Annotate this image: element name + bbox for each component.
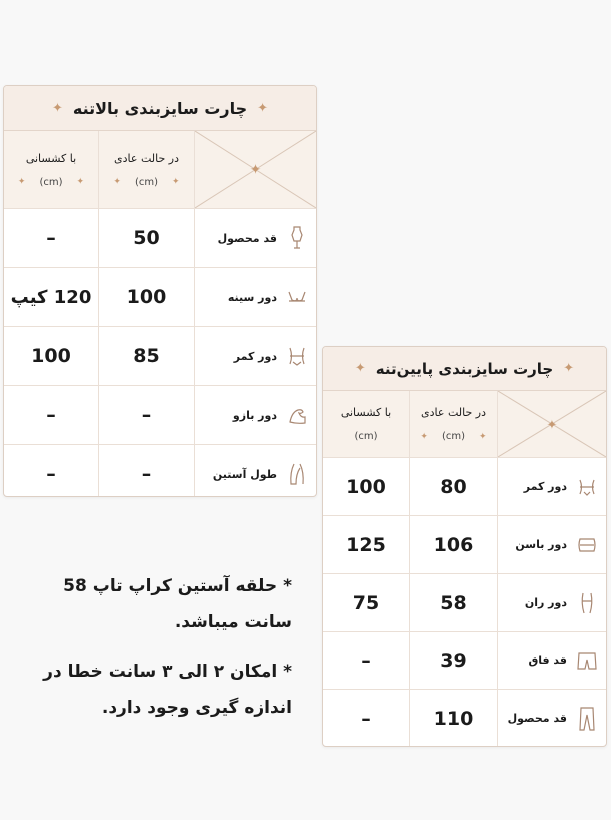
sleeve-icon xyxy=(286,461,308,487)
lower-chart-title: چارت سایزبندی پایین‌تنه xyxy=(375,359,554,378)
table-header-row xyxy=(323,391,606,458)
unit-label: (cm) xyxy=(39,176,63,188)
shorts-icon xyxy=(576,648,598,674)
normal-value: 39 xyxy=(410,632,498,689)
row-label: قد محصول xyxy=(217,231,277,245)
waist-icon xyxy=(576,474,598,500)
table-row xyxy=(323,458,606,516)
sparkle-icon: ✦ xyxy=(563,361,575,376)
header-normal xyxy=(410,391,498,457)
row-label: دور کمر xyxy=(523,480,567,493)
row-label: دور سینه xyxy=(227,290,277,304)
table-row xyxy=(323,516,606,574)
row-label: طول آستین xyxy=(212,467,277,481)
sparkle-icon: ✦ xyxy=(257,100,269,116)
normal-value: 58 xyxy=(410,574,498,631)
table-row xyxy=(323,574,606,632)
dress-form-icon xyxy=(286,225,308,251)
sparkle-icon: ✦ xyxy=(172,177,180,187)
row-label-cell xyxy=(498,574,606,631)
stretch-value: 125 xyxy=(323,516,410,573)
normal-value: – xyxy=(99,386,195,444)
header-normal-label: در حالت عادی xyxy=(421,406,486,419)
thigh-icon xyxy=(576,590,598,616)
header-stretch-label: با کشسانی xyxy=(340,406,392,419)
header-stretch xyxy=(4,131,99,208)
row-label-cell xyxy=(498,458,606,515)
row-label-cell xyxy=(498,632,606,689)
table-row xyxy=(4,209,316,268)
sparkle-icon: ✦ xyxy=(113,177,121,187)
diagonal-corner-cell xyxy=(498,391,606,457)
header-normal-label: در حالت عادی xyxy=(114,151,179,165)
row-label-cell xyxy=(195,268,316,326)
lower-size-table xyxy=(323,391,606,747)
diagonal-lines-icon xyxy=(195,131,316,208)
unit-label: (cm) xyxy=(134,176,159,188)
diagonal-lines-icon xyxy=(498,391,606,457)
header-normal xyxy=(99,131,195,208)
normal-value: – xyxy=(99,445,195,497)
table-header-row xyxy=(4,131,316,209)
table-row xyxy=(4,327,316,386)
note-tolerance: * امکان ۲ الی ۳ سانت خطا در اندازه گیری وجود دارد. xyxy=(43,662,292,718)
stretch-value: – xyxy=(323,632,410,689)
stretch-value: 75 xyxy=(323,574,410,631)
sparkle-icon: ✦ xyxy=(51,100,63,116)
upper-size-table xyxy=(4,131,316,497)
row-label: دور بازو xyxy=(232,408,277,422)
row-label-cell xyxy=(195,386,316,444)
sparkle-icon: ✦ xyxy=(354,361,366,376)
pants-icon xyxy=(576,706,598,732)
normal-value: 110 xyxy=(410,690,498,747)
normal-value: 85 xyxy=(99,327,195,385)
row-label-cell xyxy=(195,445,316,497)
header-stretch-label: با کشسانی xyxy=(25,151,77,165)
arm-icon xyxy=(286,402,308,428)
card-title xyxy=(4,86,316,131)
row-label: دور کمر xyxy=(233,349,277,363)
lower-body-size-chart xyxy=(322,346,607,747)
row-label-cell xyxy=(195,327,316,385)
upper-body-size-chart xyxy=(3,85,317,497)
normal-value: 80 xyxy=(410,458,498,515)
row-label: قد محصول xyxy=(507,712,567,725)
normal-value: 106 xyxy=(410,516,498,573)
normal-value: 50 xyxy=(99,209,195,267)
card-title xyxy=(323,347,606,391)
stretch-value: – xyxy=(323,690,410,747)
note-armhole: * حلقه آستین کراپ تاپ 58 سانت میباشد. xyxy=(63,576,292,632)
row-label: قد فاق xyxy=(528,654,567,667)
upper-chart-title: چارت سایزبندی بالاتنه xyxy=(72,98,248,118)
stretch-value: – xyxy=(4,445,99,497)
stretch-value: – xyxy=(4,209,99,267)
hip-icon xyxy=(576,532,598,558)
svg-text:✦: ✦ xyxy=(546,418,558,433)
unit-label: (cm) xyxy=(441,431,466,442)
stretch-value: – xyxy=(4,386,99,444)
row-label-cell xyxy=(498,690,606,747)
row-label-cell xyxy=(195,209,316,267)
table-row xyxy=(4,268,316,327)
table-row xyxy=(323,632,606,690)
stretch-value: 100 xyxy=(323,458,410,515)
sparkle-icon: ✦ xyxy=(76,177,85,187)
notes xyxy=(20,568,292,740)
sparkle-icon: ✦ xyxy=(420,431,428,442)
row-label-cell xyxy=(498,516,606,573)
sparkle-icon: ✦ xyxy=(17,177,26,187)
normal-value: 100 xyxy=(99,268,195,326)
bra-icon xyxy=(286,284,308,310)
waist-icon xyxy=(286,343,308,369)
header-stretch xyxy=(323,391,410,457)
diagonal-corner-cell xyxy=(195,131,316,208)
table-row xyxy=(323,690,606,747)
unit-label: (cm) xyxy=(354,431,378,442)
stretch-value: 120 کیپ xyxy=(4,268,99,326)
table-row xyxy=(4,386,316,445)
row-label: دور ران xyxy=(524,596,567,609)
sparkle-icon: ✦ xyxy=(479,431,487,442)
stretch-value: 100 xyxy=(4,327,99,385)
table-row xyxy=(4,445,316,497)
svg-text:✦: ✦ xyxy=(249,162,262,178)
row-label: دور باسن xyxy=(515,538,567,551)
